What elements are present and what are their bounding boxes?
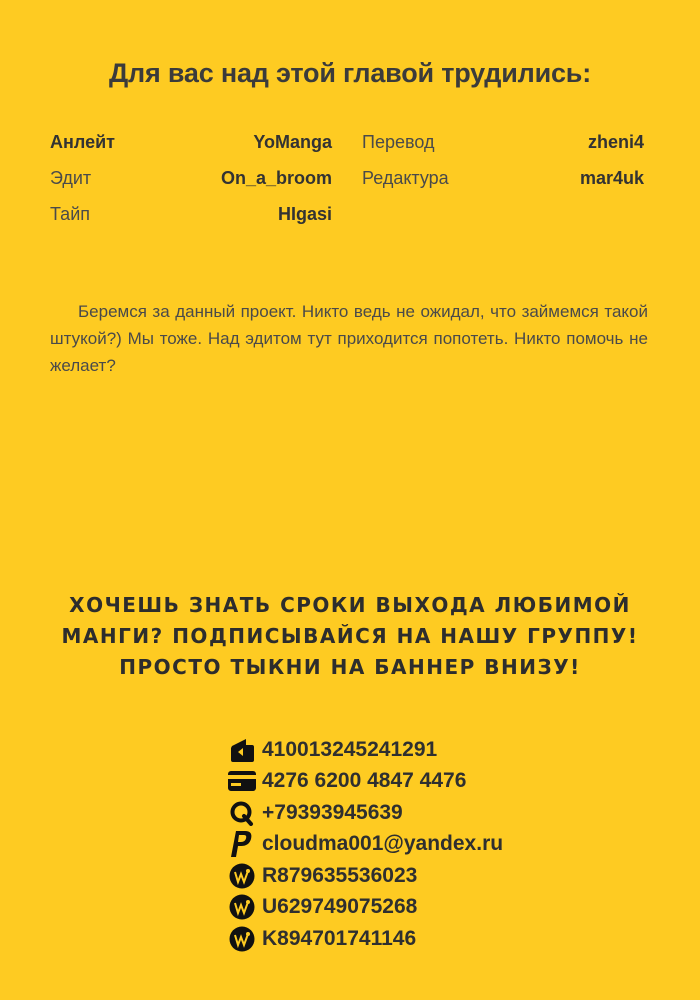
credit-row-edit [50, 168, 332, 204]
credit-role: Тайп [50, 204, 90, 224]
credits-table [50, 132, 646, 240]
credit-name: HIgasi [277, 204, 332, 224]
credit-role: Эдит [50, 168, 92, 188]
paypal-icon [228, 830, 256, 858]
credit-role: Редактура [362, 168, 449, 188]
payment-row-qiwi [228, 797, 503, 829]
credit-row-proofreading [362, 168, 644, 204]
payment-row-yandex [228, 734, 503, 766]
qiwi-icon [228, 799, 256, 827]
credit-name: zheni4 [587, 132, 644, 152]
credit-name: On_a_broom [220, 168, 332, 188]
payment-value[interactable]: cloudma001@yandex.ru [262, 832, 504, 856]
bank-card-icon [228, 767, 256, 795]
subscribe-promo [0, 590, 700, 683]
payment-list [228, 734, 503, 955]
promo-line: ПРОСТО ТЫКНИ НА БАННЕР ВНИЗУ! [119, 655, 581, 679]
credit-role: Перевод [362, 132, 435, 152]
webmoney-icon [228, 862, 256, 890]
payment-row-paypal [228, 829, 503, 861]
credit-name: mar4uk [579, 168, 644, 188]
payment-row-webmoney-k [228, 923, 503, 955]
credit-row-translation-source [50, 132, 332, 168]
webmoney-icon [228, 925, 256, 953]
payment-value[interactable]: K894701741146 [262, 926, 417, 950]
credit-row-typeset [50, 204, 332, 240]
promo-line: ХОЧЕШЬ ЗНАТЬ СРОКИ ВЫХОДА ЛЮБИМОЙ [69, 593, 631, 617]
webmoney-icon [228, 893, 256, 921]
page-title: Для вас над этой главой трудились: [109, 58, 591, 88]
payment-value[interactable]: U629749075268 [262, 895, 418, 919]
payment-value[interactable]: +79393945639 [262, 800, 403, 824]
payment-value[interactable]: R879635536023 [262, 863, 418, 887]
payment-row-webmoney-u [228, 892, 503, 924]
credit-role: Анлейт [50, 132, 115, 152]
chapter-note: Беремся за данный проект. Никто ведь не ожидал, что займемся такой штукой?) Мы тоже. Над эдитом тут приходится попотеть. Никто помочь не желает? [50, 302, 648, 375]
yandex-money-icon [228, 736, 256, 764]
payment-row-webmoney-r [228, 860, 503, 892]
credit-name: YoManga [253, 132, 332, 152]
payment-value[interactable]: 4276 6200 4847 4476 [262, 769, 467, 793]
credit-row-translation [362, 132, 644, 168]
payment-row-card [228, 766, 503, 798]
promo-line: МАНГИ? ПОДПИСЫВАЙСЯ НА НАШУ ГРУППУ! [61, 624, 639, 648]
payment-value[interactable]: 410013245241291 [262, 737, 438, 761]
